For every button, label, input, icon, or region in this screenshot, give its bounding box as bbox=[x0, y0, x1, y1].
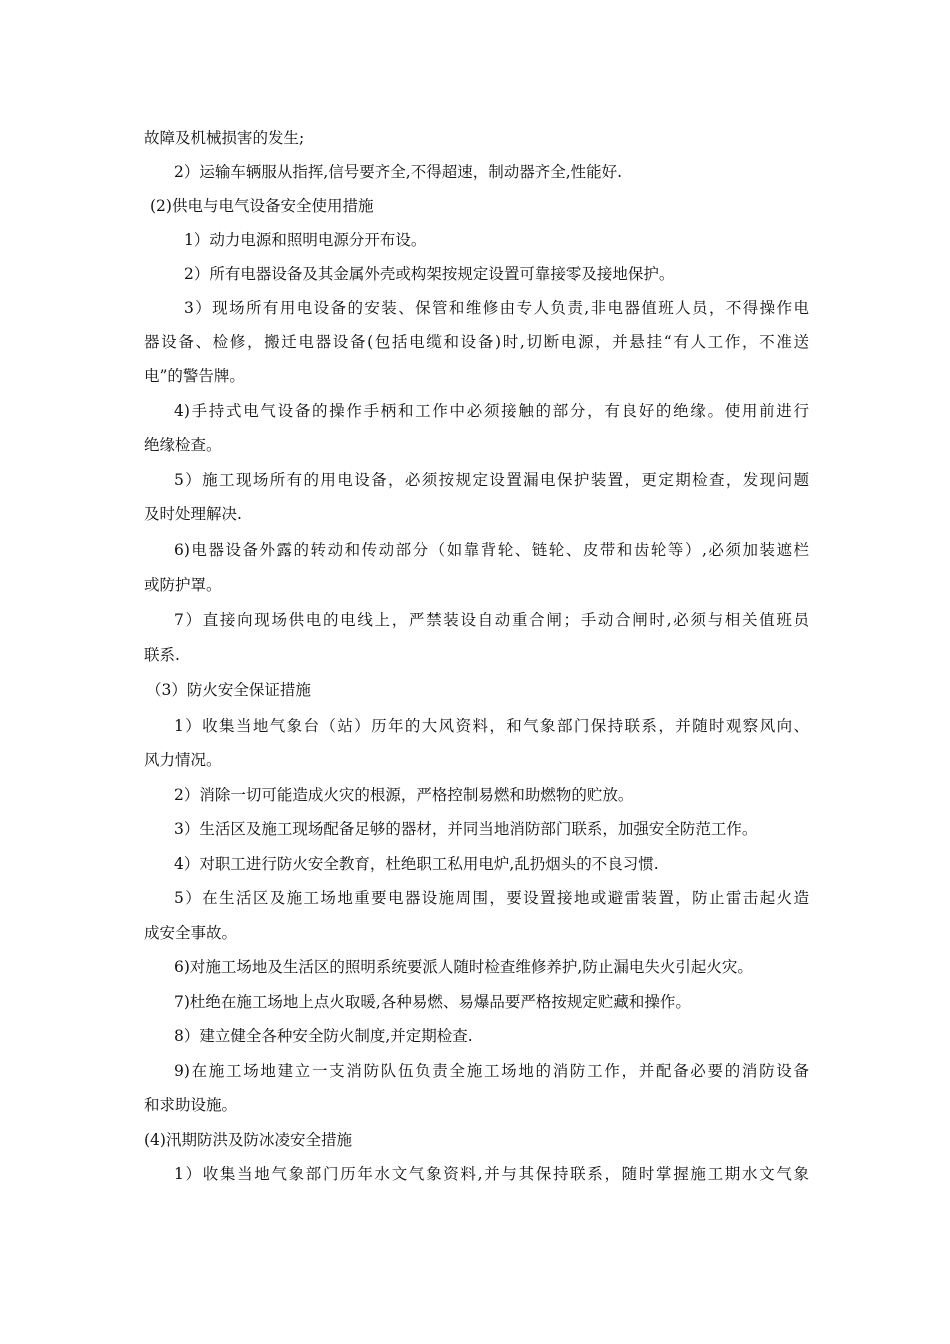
paragraph-line: 及时处理解决. bbox=[144, 505, 242, 523]
section-heading: (4)汛期防洪及防冰凌安全措施 bbox=[144, 1131, 352, 1149]
list-item: 2）消除一切可能造成火灾的根源，严格控制易燃和助燃物的贮放。 bbox=[174, 786, 634, 804]
list-item: 5）施工现场所有的用电设备，必须按规定设置漏电保护装置，更定期检查，发现问题 bbox=[174, 471, 809, 489]
paragraph-line: 成安全事故。 bbox=[144, 924, 238, 942]
list-item: 6)电器设备外露的转动和传动部分（如靠背轮、链轮、皮带和齿轮等）,必须加装遮栏 bbox=[174, 541, 809, 559]
paragraph-line: 联系. bbox=[144, 646, 180, 664]
paragraph-line: 绝缘检查。 bbox=[144, 436, 222, 454]
section-heading: (2)供电与电气设备安全使用措施 bbox=[150, 197, 374, 215]
paragraph-line: 风力情况。 bbox=[144, 751, 222, 769]
paragraph-line: 故障及机械损害的发生; bbox=[144, 129, 305, 147]
list-item: 4）对职工进行防火安全教育，杜绝职工私用电炉,乱扔烟头的不良习惯. bbox=[174, 855, 659, 873]
list-item: 1）收集当地气象台（站）历年的大风资料，和气象部门保持联系，并随时观察风向、 bbox=[174, 717, 809, 735]
list-item: 1）收集当地气象部门历年水文气象资料,并与其保持联系，随时掌握施工期水文气象 bbox=[174, 1165, 809, 1183]
list-item: 3）生活区及施工现场配备足够的器材，并同当地消防部门联系，加强安全防范工作。 bbox=[174, 820, 758, 838]
list-item: 2）运输车辆服从指挥,信号要齐全,不得超速，制动器齐全,性能好. bbox=[174, 163, 623, 181]
list-item: 3）现场所有用电设备的安装、保管和维修由专人负责,非电器值班人员，不得操作电 bbox=[184, 299, 809, 317]
list-item: 8）建立健全各种安全防火制度,并定期检查. bbox=[174, 1027, 473, 1045]
paragraph-line: 和求助设施。 bbox=[144, 1096, 238, 1114]
paragraph-line: 或防护罩。 bbox=[144, 576, 222, 594]
paragraph-line: 器设备、检修，搬迁电器设备(包括电缆和设备)时,切断电源，并悬挂“有人工作，不准送 bbox=[144, 333, 809, 351]
list-item: 1）动力电源和照明电源分开布设。 bbox=[184, 231, 427, 249]
list-item: 7)杜绝在施工场地上点火取暖,各种易燃、易爆品要严格按规定贮藏和操作。 bbox=[174, 993, 691, 1011]
list-item: 9)在施工场地建立一支消防队伍负责全施工场地的消防工作，并配备必要的消防设备 bbox=[174, 1062, 809, 1080]
list-item: 6)对施工场地及生活区的照明系统要派人随时检查维修养护,防止漏电失火引起火灾。 bbox=[174, 958, 753, 976]
section-heading: （3）防火安全保证措施 bbox=[146, 681, 311, 699]
list-item: 7）直接向现场供电的电线上，严禁装设自动重合闸；手动合闸时,必须与相关值班员 bbox=[174, 611, 809, 629]
list-item: 5）在生活区及施工场地重要电器设施周围，要设置接地或避雷装置，防止雷击起火造 bbox=[174, 889, 809, 907]
paragraph-line: 电”的警告牌。 bbox=[144, 367, 245, 385]
list-item: 2）所有电器设备及其金属外壳或构架按规定设置可靠接零及接地保护。 bbox=[184, 265, 675, 283]
list-item: 4)手持式电气设备的操作手柄和工作中必须接触的部分，有良好的绝缘。使用前进行 bbox=[174, 402, 809, 420]
